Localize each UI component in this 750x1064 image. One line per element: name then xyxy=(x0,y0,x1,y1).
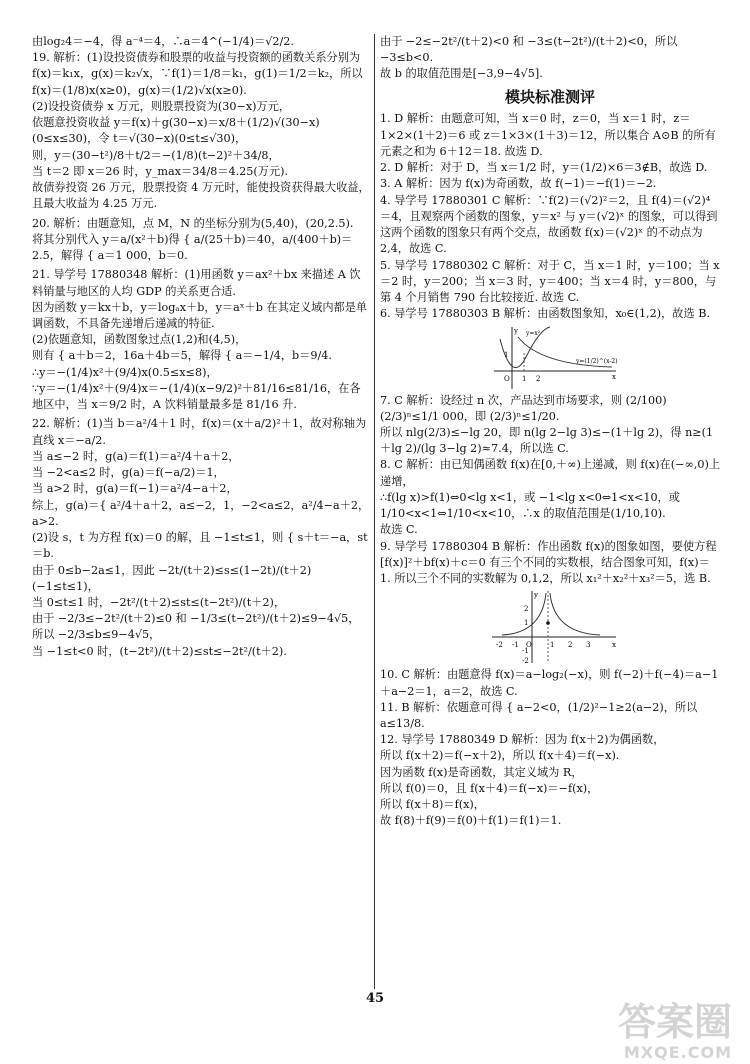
tick-label: 1 xyxy=(550,641,555,650)
answer-line: 当 t＝2 即 x＝26 时，y_max＝34/8＝4.25(万元). xyxy=(32,164,289,178)
y-axis-label: y xyxy=(514,326,518,335)
answer-line: 故 b 的取值范围是[−3,9−4√5]. xyxy=(380,67,543,81)
point-marker xyxy=(546,622,550,626)
answer-line: 故 f(8)＋f(9)＝f(0)＋f(1)＝f(1)＝1. xyxy=(380,814,562,828)
answer-line: 由于 −2≤−2t²/(t＋2)<0 和 −3≤(t−2t²)/(t＋2)<0，所以 −3≤b<0. xyxy=(380,35,681,65)
answer-line: 因为函数 y＝kx＋b，y＝logₐx＋b，y＝aˣ＋b 在其定义域内都是单调函数，不具备先递增后递减的特征. xyxy=(32,300,368,330)
tick-label: 3 xyxy=(586,641,591,650)
tick-label: 2 xyxy=(524,605,529,614)
answer-4: 4. 导学号 17880301 C 解析：∵f(2)＝(√2)²＝2，且 f(4)＝(√2)⁴＝4，且观察两个函数的图象，y＝x² 与 y＝(√2)ˣ 的图象，可以得到这两个函数的图象只有两个交点，故函数 f(x)＝(√2)ˣ 的不动点为 2,4，故选 C. xyxy=(380,193,718,256)
tick-label: 1 xyxy=(504,350,509,359)
answer-line: 综上，g(a)＝{ a²/4＋a＋2，a≤−2，1，−2<a≤2，a²/4−a＋2，a>2. xyxy=(32,498,370,528)
answer-12: 12. 导学号 17880349 D 解析：因为 f(x＋2)为偶函数， xyxy=(380,733,665,747)
function-graph-figure-9 xyxy=(490,589,620,665)
answer-11: 11. B 解析：依题意可得 { a−2<0，(1/2)²−1≥2(a−2)，所以 a≤13/8. xyxy=(380,700,701,731)
tick-label: O xyxy=(526,641,532,650)
answer-5: 5. 导学号 17880302 C 解析：对于 C，当 x＝1 时，y＝100；当 x＝2 时，y＝200；当 x＝3 时，y＝400；当 x＝4 时，y＝800，与第 4 个月销售 790 台比较接近. 故选 C. xyxy=(380,258,720,305)
answer-line: 所以 −2/3≤b≤9−4√5， xyxy=(32,628,161,642)
curve-label: y=x² xyxy=(526,329,541,337)
answer-line: 当 a>2 时，g(a)＝f(−1)＝a²/4−a＋2， xyxy=(32,482,238,496)
tick-label: 2 xyxy=(568,641,573,650)
tick-label: 1 xyxy=(522,374,527,383)
tick-label: -1 xyxy=(512,641,519,650)
answer-line: 所以 f(x＋8)＝f(x)， xyxy=(380,798,485,812)
answer-line: 当 0≤t≤1 时，−2t²/(t＋2)≤st≤(t−2t²)/(t＋2)， xyxy=(32,595,286,609)
answer-line: 故债券投资 26 万元，股票投资 4 万元时，能使投资获得最大收益，且最大收益为 4.25 万元. xyxy=(32,181,370,211)
parabola-curve xyxy=(500,327,550,368)
answer-7: 7. C 解析：设经过 n 次，产品达到市场要求，则 (2/100)(2/3)ⁿ≤1/1 000，即 (2/3)ⁿ≤1/20. xyxy=(380,393,667,423)
left-branch-curve xyxy=(502,593,546,635)
x-axis-label: x xyxy=(612,641,616,650)
left-column xyxy=(32,34,370,660)
tick-label: -1 xyxy=(522,647,529,656)
answer-3: 3. A 解析：因为 f(x)为奇函数，故 f(−1)＝−f(1)＝−2. xyxy=(380,177,657,191)
tick-label: 1 xyxy=(524,619,529,628)
answer-line: 当 −1≤t<0 时，(t−2t²)/(t＋2)≤st≤−2t²/(t＋2). xyxy=(32,644,287,658)
answer-line: ∴y＝−(1/4)x²＋(9/4)x(0.5≤x≤8)， xyxy=(32,365,218,379)
function-graph-figure-6 xyxy=(490,325,620,391)
answer-line: ∵y＝−(1/4)x²＋(9/4)x＝−(1/4)(x−9/2)²＋81/16≤81/16，在各地区中，当 x＝9/2 时，A 饮料销量最多是 81/16 升. xyxy=(32,381,361,412)
answer-line: 则，y＝(30−t²)/8＋t/2＝−(1/8)(t−2)²＋34/8， xyxy=(32,148,280,162)
answer-20: 20. 解析：由题意知，点 M，N 的坐标分别为(5,40)，(20,2.5). xyxy=(32,216,354,230)
answer-line: 所以 f(x＋2)＝f(−x＋2)，所以 f(x＋4)＝f(−x). xyxy=(380,749,620,763)
answer-line: 将其分别代入 y＝a/(x²＋b)得 { a/(25＋b)＝40，a/(400＋b)＝2.5，解得 { a＝1 000，b＝0. xyxy=(32,232,353,263)
answer-10: 10. C 解析：由题意得 f(x)＝a−log₂(−x)，则 f(−2)＋f(−4)＝a−1＋a−2＝1，a＝2，故选 C. xyxy=(380,668,719,698)
answer-22: 22. 解析：(1)当 b＝a²/4＋1 时，f(x)＝(x＋a/2)²＋1，故对称轴为直线 x＝−a/2. xyxy=(32,417,367,447)
answer-line: (2)设 s，t 为方程 f(x)＝0 的解，且 −1≤t≤1，则 { s＋t＝−a，st＝b. xyxy=(32,531,368,561)
answer-line: 故选 C. xyxy=(380,523,418,537)
watermark-sub: MXQE.COM xyxy=(623,1043,732,1062)
tick-label: O xyxy=(504,374,510,383)
answer-line: 由于 0≤b−2a≤1，因此 −2t/(t＋2)≤s≤(1−2t)/(t＋2)(−1≤t≤1)， xyxy=(32,563,312,593)
answer-line: 则有 { a＋b＝2，16a＋4b＝5，解得 { a＝−1/4，b＝9/4. xyxy=(32,349,332,363)
answer-line: 所以 f(0)＝0，且 f(x＋4)＝f(−x)＝−f(x)， xyxy=(380,781,599,795)
answer-line: ∴f(lg x)>f(1)⇔0<lg x<1，或 −1<lg x<0⇔1<x<10，或 1/10<x<1⇔1/10<x<10，∴x 的取值范围是(1/10,10). xyxy=(380,490,684,521)
column-divider xyxy=(374,34,375,989)
answer-line: (0≤x≤30)，令 t＝√(30−x)(0≤t≤√30)， xyxy=(32,132,247,146)
answer-line: 由于 −2/3≤−2t²/(t＋2)≤0 和 −1/3≤(t−2t²)/(t＋2)≤9−4√5， xyxy=(32,612,360,626)
answer-6: 6. 导学号 17880303 B 解析：由函数图象知，x₀∈(1,2)，故选 B. xyxy=(380,307,710,321)
tick-label: -2 xyxy=(496,641,503,650)
x-axis-label: x xyxy=(612,372,616,381)
answer-line: (2)设投资债券 x 万元，则股票投资为(30−x)万元， xyxy=(32,99,291,113)
answer-line: 所以 nlg(2/3)≤−lg 20，即 n(lg 2−lg 3)≤−(1＋lg 2)，得 n≥(1＋lg 2)/(lg 3−lg 2)≈7.4，所以选 C. xyxy=(380,425,714,456)
answer-1: 1. D 解析：由题意可知，当 x＝0 时，z＝0，当 x＝1 时，z＝1×2×(1＋2)＝6 或 z＝1×3×(1＋3)＝12，所以集合 A⊙B 的所有元素之和为 6＋12＝18. 故选 D. xyxy=(380,112,716,158)
answer-line: 依题意投资收益 y＝f(x)＋g(30−x)＝x/8＋(1/2)√(30−x) xyxy=(32,116,320,130)
tick-label: -2 xyxy=(522,657,529,666)
answer-9: 9. 导学号 17880304 B 解析：作出函数 f(x)的图象如图，要使方程[f(x)]²＋bf(x)＋c＝0 有三个不同的实数根，结合图象可知，f(x)＝1. 所以三个不同的实数解为 0,1,2，所以 x₁²＋x₂²＋x₃²＝5，选 B. xyxy=(380,539,717,586)
answer-21: 21. 导学号 17880348 解析：(1)用函数 y＝ax²＋bx 来描述 A 饮料销量与地区的人均 GDP 的关系更合适. xyxy=(32,268,361,298)
answer-line: 因为函数 f(x)是奇函数，其定义域为 R， xyxy=(380,765,583,779)
answer-line: 当 −2<a≤2 时，g(a)＝f(−a/2)＝1， xyxy=(32,466,225,480)
watermark-logo xyxy=(617,1000,732,1064)
answer-19: 19. 解析：(1)设投资债券和股票的收益与投资额的函数关系分别为 f(x)＝k₁x，g(x)＝k₂√x，∵f(1)＝1/8＝k₁，g(1)＝1/2＝k₂，所以 f(x)＝(1/8)x(x≥0)，g(x)＝(1/2)√x(x≥0). xyxy=(32,51,367,97)
right-branch-curve xyxy=(550,593,600,635)
curve-label: y=(1/2)^(x-2) xyxy=(576,357,618,365)
answer-line: (2)依题意知，函数图象过点(1,2)和(4,5)， xyxy=(32,333,247,347)
right-column xyxy=(380,34,720,830)
section-title: 模块标准测评 xyxy=(504,87,595,106)
page-number: 45 xyxy=(365,991,385,1006)
answer-line: 由log₂4＝−4，得 a⁻⁴＝4，∴a＝4^(−1/4)＝√2/2. xyxy=(32,35,294,48)
tick-label: 2 xyxy=(536,374,541,383)
watermark-main: 答案圈 xyxy=(617,1000,732,1044)
answer-8: 8. C 解析：由已知偶函数 f(x)在[0,＋∞)上递减，则 f(x)在(−∞,0)上递增， xyxy=(380,458,721,488)
answer-2: 2. D 解析：对于 D，当 x＝1/2 时，y＝(1/2)×6＝3∉B，故选 D. xyxy=(380,161,708,175)
y-axis-label: y xyxy=(534,591,538,600)
answer-line: 当 a≤−2 时，g(a)＝f(1)＝a²/4＋a＋2， xyxy=(32,449,240,463)
